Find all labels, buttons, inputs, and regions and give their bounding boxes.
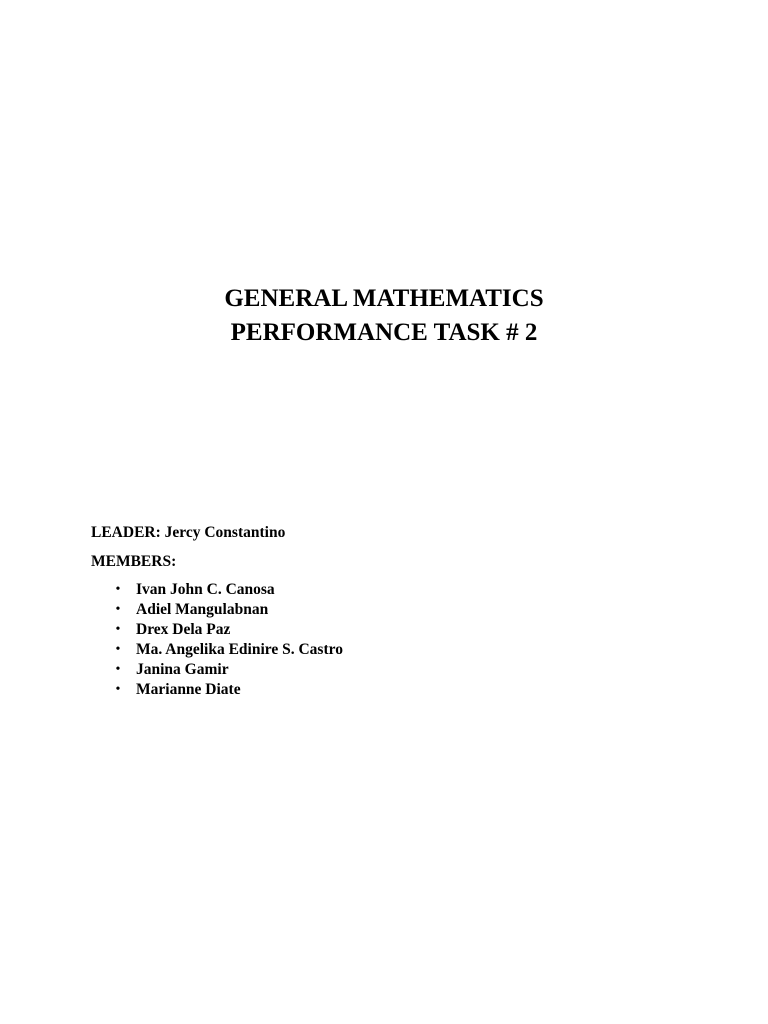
title-line-task: PERFORMANCE TASK # 2 <box>230 319 538 346</box>
bullet-icon: • <box>115 622 121 637</box>
member-name: Drex Dela Paz <box>136 621 231 638</box>
member-name: Janina Gamir <box>136 661 229 678</box>
member-name: Marianne Diate <box>136 681 241 698</box>
bullet-icon: • <box>115 682 121 697</box>
bullet-icon: • <box>115 602 121 617</box>
member-name: Ivan John C. Canosa <box>136 581 275 598</box>
member-name: Ma. Angelika Edinire S. Castro <box>136 641 343 658</box>
leader-line: LEADER: Jercy Constantino <box>91 524 286 541</box>
bullet-icon: • <box>115 642 121 657</box>
member-name: Adiel Mangulabnan <box>136 601 269 618</box>
bullet-icon: • <box>115 662 121 677</box>
bullet-icon: • <box>115 582 121 597</box>
title-line-subject: GENERAL MATHEMATICS <box>224 285 544 312</box>
document-title <box>0 282 768 350</box>
members-heading: MEMBERS: <box>91 553 177 570</box>
